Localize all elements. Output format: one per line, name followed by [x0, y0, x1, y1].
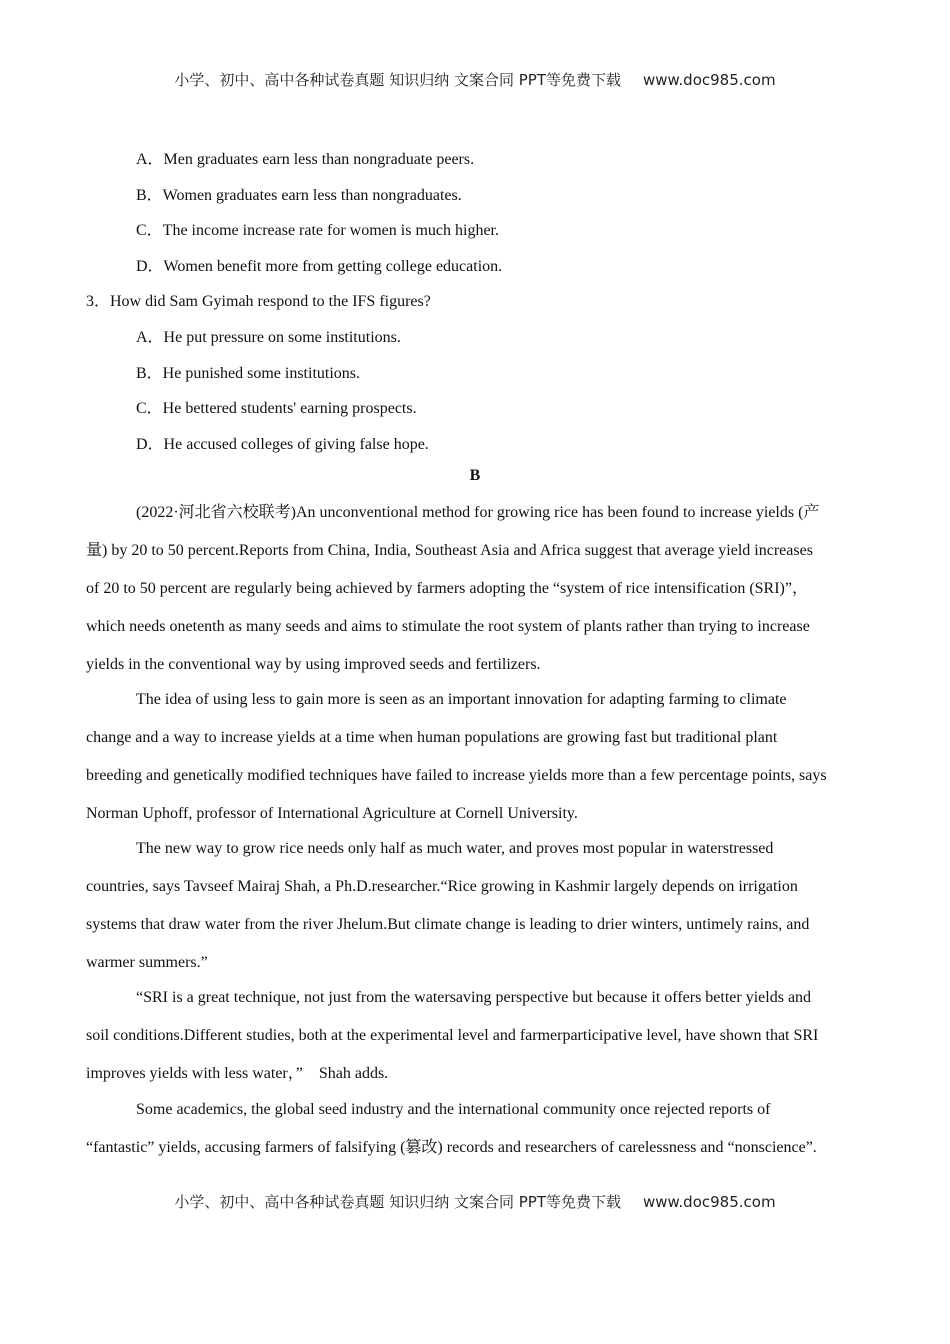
q3-option-c: C．He bettered students' earning prospects. — [136, 400, 417, 417]
passage-paragraph-5 — [86, 1091, 866, 1167]
passage-paragraph-1 — [86, 494, 866, 684]
q2-option-c: C．The income increase rate for women is much higher. — [136, 222, 499, 239]
header-site: www.doc985.com — [642, 71, 776, 89]
header-text: 小学、初中、高中各种试卷真题 知识归纳 文案合同 PPT等免费下载 — [174, 71, 621, 89]
paragraph-line: yields in the conventional way by using improved seeds and fertilizers. — [86, 656, 541, 673]
paragraph-line: (2022·河北省六校联考)An unconventional method for growing rice has been found to increase yields (产 — [136, 504, 820, 521]
page-footer — [0, 1191, 950, 1212]
section-heading: B — [469, 467, 481, 484]
paragraph-line: “fantastic” yields, accusing farmers of falsifying (篡改) records and researchers of carelessness and “nonscience”. — [86, 1139, 817, 1156]
paragraph-line: Norman Uphoff, professor of International Agriculture at Cornell University. — [86, 805, 578, 822]
paragraph-line: change and a way to increase yields at a time when human populations are growing fast but traditional plant — [86, 729, 778, 746]
q2-option-a: A．Men graduates earn less than nongraduate peers. — [136, 151, 475, 168]
paragraph-line: The new way to grow rice needs only half as much water, and proves most popular in waterstressed — [136, 840, 774, 857]
paragraph-line: of 20 to 50 percent are regularly being achieved by farmers adopting the “system of rice intensification (SRI)”， — [86, 580, 808, 597]
paragraph-line: which needs onetenth as many seeds and aims to stimulate the root system of plants rather than trying to increase — [86, 618, 810, 635]
passage-paragraph-3 — [86, 830, 866, 982]
passage-paragraph-4 — [86, 979, 866, 1093]
paragraph-line: improves yields with less water，” Shah adds. — [86, 1065, 389, 1082]
q2-option-d: D．Women benefit more from getting college education. — [136, 258, 503, 275]
page-header — [0, 69, 950, 90]
footer-site: www.doc985.com — [642, 1193, 776, 1211]
q3-option-b: B．He punished some institutions. — [136, 365, 361, 382]
q3-question: 3．How did Sam Gyimah respond to the IFS figures? — [86, 293, 431, 310]
passage-paragraph-2 — [86, 681, 866, 833]
paragraph-line: soil conditions.Different studies, both at the experimental level and farmerparticipative level, have shown that SRI — [86, 1027, 819, 1044]
paragraph-line: 量) by 20 to 50 percent.Reports from China, India, Southeast Asia and Africa suggest that average yield increases — [86, 542, 813, 559]
footer-text: 小学、初中、高中各种试卷真题 知识归纳 文案合同 PPT等免费下载 — [174, 1193, 621, 1211]
paragraph-line: Some academics, the global seed industry and the international community once rejected reports of — [136, 1101, 771, 1118]
q3-option-a: A．He put pressure on some institutions. — [136, 329, 401, 346]
paragraph-line: countries, says Tavseef Mairaj Shah, a Ph.D.researcher.“Rice growing in Kashmir largely depends on irrigation — [86, 878, 798, 895]
q3-option-d: D．He accused colleges of giving false hope. — [136, 436, 429, 453]
q2-option-b: B．Women graduates earn less than nongraduates. — [136, 187, 462, 204]
paragraph-line: “SRI is a great technique, not just from the watersaving perspective but because it offers better yields and — [136, 989, 812, 1006]
paragraph-line: The idea of using less to gain more is seen as an important innovation for adapting farming to climate — [136, 691, 787, 708]
paragraph-line: breeding and genetically modified techniques have failed to increase yields more than a few percentage points, says — [86, 767, 827, 784]
paragraph-line: warmer summers.” — [86, 954, 208, 971]
paragraph-line: systems that draw water from the river Jhelum.But climate change is leading to drier winters, untimely rains, and — [86, 916, 810, 933]
